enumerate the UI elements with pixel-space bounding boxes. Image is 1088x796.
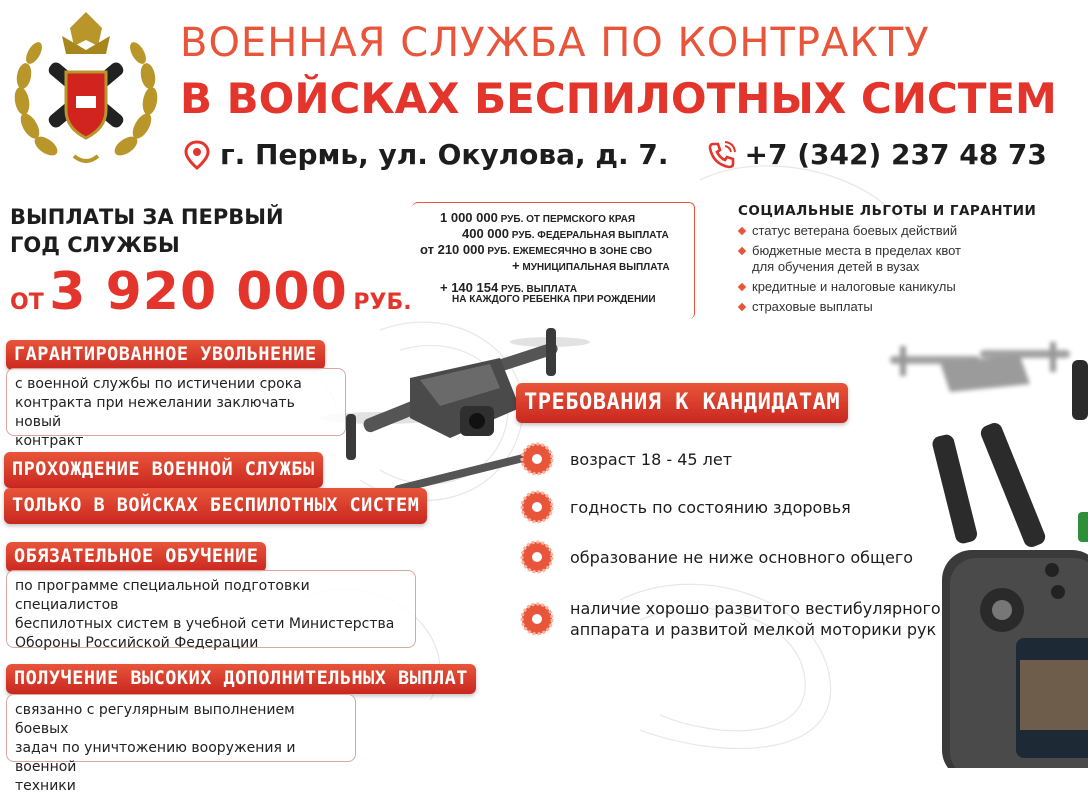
payments-heading-line-2: ГОД СЛУЖБЫ [10, 233, 180, 257]
social-item-text: страховые выплаты [752, 299, 873, 314]
phone-text: +7 (342) 237 48 73 [744, 138, 1047, 171]
requirement-text-line: образование не ниже основного общего [570, 547, 914, 567]
social-item-text: кредитные и налоговые каникулы [752, 279, 956, 294]
payment-text: РУБ. ФЕДЕРАЛЬНАЯ ВЫПЛАТА [511, 230, 669, 241]
social-item-text-2: для обучения детей в вузах [752, 259, 920, 274]
social-item [738, 279, 1038, 295]
emblem [10, 6, 162, 174]
card-text-line: беспилотных систем в учебной сети Министерства [15, 616, 395, 632]
location-pin-icon [182, 140, 212, 170]
requirement-text-line: наличие хорошо развитого вестибулярного [570, 599, 941, 618]
card-text-line: техники [15, 778, 76, 794]
payment-text: МУНИЦИПАЛЬНАЯ ВЫПЛАТА [522, 262, 670, 273]
social-item-text: бюджетные места в пределах квот [752, 243, 962, 258]
remote-controller-image [932, 360, 1088, 768]
amount-suffix: РУБ. [353, 290, 412, 315]
card-text-line: с военной службы по истичении срока [15, 376, 302, 392]
gear-bullet-icon [520, 602, 554, 636]
title-line-1: ВОЕННАЯ СЛУЖБА ПО КОНТРАКТУ [180, 20, 930, 66]
ribbon-dismissal: ГАРАНТИРОВАННОЕ УВОЛЬНЕНИЕ [6, 340, 325, 370]
ribbon-service-line-1: ПРОХОЖДЕНИЕ ВОЕННОЙ СЛУЖБЫ [4, 452, 323, 488]
card-text-line: контракта при нежелании заключать новый [15, 395, 295, 430]
requirements-title: ТРЕБОВАНИЯ К КАНДИДАТАМ [516, 383, 848, 423]
address-text: г. Пермь, ул. Окулова, д. 7. [220, 138, 669, 171]
payment-value: 1 000 000 [440, 210, 498, 225]
requirement-item [520, 442, 732, 476]
payment-line [440, 280, 577, 295]
payment-value: + [512, 258, 520, 273]
ribbon-service-line-2: ТОЛЬКО В ВОЙСКАХ БЕСПИЛОТНЫХ СИСТЕМ [4, 488, 427, 524]
amount-value: 3 920 000 [49, 262, 348, 322]
ribbon-training: ОБЯЗАТЕЛЬНОЕ ОБУЧЕНИЕ [6, 542, 266, 572]
card-text-line: контракт [15, 433, 84, 449]
payment-line [440, 210, 635, 225]
bullet-icon [738, 283, 746, 291]
requirement-text [570, 497, 851, 518]
requirement-text [570, 547, 913, 568]
gear-bullet-icon [520, 490, 554, 524]
card-text-line: Обороны Российской Федерации [15, 635, 259, 651]
card-extra-payments [6, 694, 356, 794]
payment-text: РУБ. ЕЖЕМЕСЯЧНО В ЗОНЕ СВО [487, 246, 653, 257]
payment-line [452, 294, 656, 305]
requirement-item [520, 598, 941, 640]
card-text-line: по программе специальной подготовки специалистов [15, 578, 310, 613]
card-text-line: задач по уничтожению вооружения и военной [15, 740, 296, 775]
bullet-icon [738, 247, 746, 255]
payments-heading [10, 203, 284, 259]
requirement-item [520, 540, 913, 574]
payment-text: РУБ. ВЫПЛАТА [500, 284, 578, 295]
payment-text: НА КАЖДОГО РЕБЕНКА ПРИ РОЖДЕНИИ [452, 294, 656, 305]
title-line-2: В ВОЙСКАХ БЕСПИЛОТНЫХ СИСТЕМ [180, 74, 1057, 123]
payment-value: от 210 000 [420, 242, 485, 257]
requirement-text [570, 598, 941, 640]
ribbon-extra-payments: ПОЛУЧЕНИЕ ВЫСОКИХ ДОПОЛНИТЕЛЬНЫХ ВЫПЛАТ [6, 664, 476, 694]
bullet-icon [738, 227, 746, 235]
payment-line [420, 242, 652, 257]
amount-prefix: ОТ [10, 290, 44, 315]
requirement-text [570, 449, 732, 470]
requirement-text-line: возраст 18 - 45 лет [570, 449, 733, 469]
bullet-icon [738, 303, 746, 311]
payments-heading-line-1: ВЫПЛАТЫ ЗА ПЕРВЫЙ [10, 205, 284, 229]
social-guarantees [738, 203, 1038, 319]
social-item [738, 243, 1038, 275]
card-dismissal [6, 368, 346, 449]
social-item [738, 223, 1038, 239]
social-title: СОЦИАЛЬНЫЕ ЛЬГОТЫ И ГАРАНТИИ [738, 203, 1037, 219]
social-item [738, 299, 1038, 315]
payment-line [462, 226, 669, 241]
payments-amount [10, 262, 412, 322]
payment-value: 400 000 [462, 226, 509, 241]
payment-line [512, 258, 670, 273]
gear-bullet-icon [520, 540, 554, 574]
card-text-line: связанно с регулярным выполнением боевых [15, 702, 295, 737]
requirement-text-line-2: аппарата и развитой мелкой моторики рук [570, 620, 937, 639]
social-item-text: статус ветерана боевых действий [752, 223, 958, 238]
contact-line [182, 138, 1047, 171]
payment-text: РУБ. ОТ ПЕРМСКОГО КРАЯ [500, 214, 636, 225]
card-training [6, 570, 416, 651]
requirement-item [520, 490, 851, 524]
gear-bullet-icon [520, 442, 554, 476]
requirement-text-line: годность по состоянию здоровья [570, 497, 851, 517]
phone-icon [707, 140, 737, 170]
payment-value: + 140 154 [440, 280, 499, 295]
